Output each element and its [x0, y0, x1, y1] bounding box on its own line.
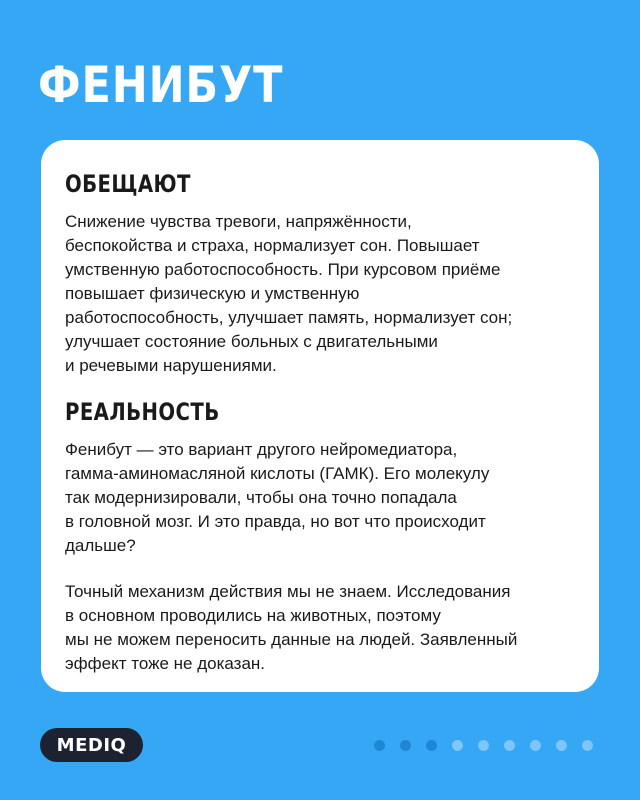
pagination-dot[interactable]	[452, 740, 463, 751]
text-line: Фенибут — это вариант другого нейромедиатора,	[65, 440, 458, 459]
pagination-dot[interactable]	[400, 740, 411, 751]
reality-text-2	[65, 580, 575, 676]
text-line: улучшает состояние больных с двигательными	[65, 332, 438, 351]
text-line: Снижение чувства тревоги, напряжённости,	[65, 212, 412, 231]
pagination-dot[interactable]	[530, 740, 541, 751]
text-line: мы не можем переносить данные на людей. Заявленный	[65, 630, 518, 649]
reality-text-1	[65, 438, 575, 558]
content-card	[41, 140, 599, 692]
text-line: в головной мозг. И это правда, но вот что происходит	[65, 512, 486, 531]
text-line: умственную работоспособность. При курсовом приёме	[65, 260, 501, 279]
section-heading-reality: РЕАЛЬНОСТЬ	[65, 398, 220, 426]
text-line: в основном проводились на животных, поэтому	[65, 606, 441, 625]
pagination-dots	[374, 740, 593, 751]
text-line: повышает физическую и умственную	[65, 284, 360, 303]
mediq-logo: MEDIQ	[40, 728, 143, 762]
pagination-dot-active[interactable]	[426, 740, 437, 751]
section-heading-promise: ОБЕЩАЮТ	[65, 170, 191, 198]
pagination-dot[interactable]	[504, 740, 515, 751]
pagination-dot[interactable]	[582, 740, 593, 751]
text-line: Точный механизм действия мы не знаем. Исследования	[65, 582, 511, 601]
promise-text	[65, 210, 575, 378]
text-line: гамма-аминомасляной кислоты (ГАМК). Его молекулу	[65, 464, 490, 483]
pagination-dot[interactable]	[374, 740, 385, 751]
pagination-dot[interactable]	[556, 740, 567, 751]
pagination-dot[interactable]	[478, 740, 489, 751]
text-line: эффект тоже не доказан.	[65, 654, 266, 673]
text-line: так модернизировали, чтобы она точно попадала	[65, 488, 457, 507]
text-line: дальше?	[65, 536, 136, 555]
page-title: ФЕНИБУТ	[38, 56, 284, 114]
text-line: работоспособность, улучшает память, нормализует сон;	[65, 308, 513, 327]
text-line: и речевыми нарушениями.	[65, 356, 277, 375]
text-line: беспокойства и страха, нормализует сон. Повышает	[65, 236, 480, 255]
